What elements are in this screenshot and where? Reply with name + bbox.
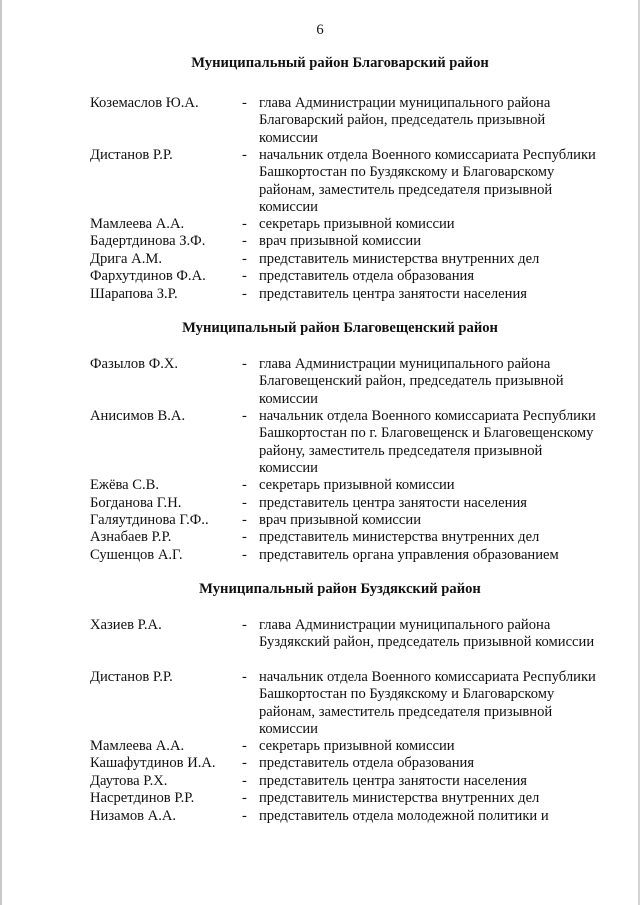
- member-name: Дрига А.М.: [90, 251, 162, 267]
- member-role: представитель центра занятости населения: [259, 773, 527, 789]
- section-heading-blagoveshchensky: Муниципальный район Благовещенский район: [182, 320, 498, 336]
- member-name: Ежёва С.В.: [90, 477, 160, 493]
- member-name: Анисимов В.А.: [90, 408, 186, 424]
- member-role: представитель министерства внутренних дел: [259, 529, 540, 545]
- member-dash: -: [242, 495, 247, 511]
- member-dash: -: [242, 286, 247, 302]
- member-name: Хазиев Р.А.: [90, 617, 162, 633]
- member-name: Мамлеева А.А.: [90, 216, 185, 232]
- member-role: представитель министерства внутренних дел: [259, 790, 540, 806]
- member-role: начальник отдела Военного комиссариата Республики Башкортостан по г. Благовещенск и Благовещенскому району, заместитель председателя призывной комиссии: [259, 408, 596, 476]
- member-name: Богданова Г.Н.: [90, 495, 182, 511]
- member-name: Мамлеева А.А.: [90, 738, 185, 754]
- member-role: представитель отдела образования: [259, 755, 475, 771]
- member-dash: -: [242, 808, 247, 824]
- member-role: глава Администрации муниципального района Благовещенский район, председатель призывной комиссии: [259, 356, 564, 407]
- member-name: Бадертдинова З.Ф.: [90, 233, 206, 249]
- member-name: Насретдинов Р.Р.: [90, 790, 195, 806]
- member-dash: -: [242, 512, 247, 528]
- member-role: врач призывной комиссии: [259, 512, 421, 528]
- member-dash: -: [242, 95, 247, 111]
- member-dash: -: [242, 216, 247, 232]
- member-role: представитель отдела молодежной политики и: [259, 808, 549, 824]
- member-dash: -: [242, 547, 247, 563]
- member-role: начальник отдела Военного комиссариата Республики Башкортостан по Буздякскому и Благоварскому районам, заместитель председателя призывной комиссии: [259, 669, 596, 737]
- member-name: Дистанов Р.Р.: [90, 147, 173, 163]
- member-dash: -: [242, 356, 247, 372]
- member-role: представитель министерства внутренних дел: [259, 251, 540, 267]
- member-role: представитель центра занятости населения: [259, 495, 527, 511]
- member-name: Азнабаев Р.Р.: [90, 529, 172, 545]
- member-role: представитель органа управления образованием: [259, 547, 559, 563]
- member-dash: -: [242, 773, 247, 789]
- member-name: Коземаслов Ю.А.: [90, 95, 199, 111]
- member-name: Дистанов Р.Р.: [90, 669, 173, 685]
- member-dash: -: [242, 755, 247, 771]
- member-name: Кашафутдинов И.А.: [90, 755, 216, 771]
- section-heading-buzdyaksky: Муниципальный район Буздякский район: [199, 581, 481, 597]
- member-role: представитель центра занятости населения: [259, 286, 527, 302]
- member-name: Низамов А.А.: [90, 808, 177, 824]
- member-role: врач призывной комиссии: [259, 233, 421, 249]
- member-role: глава Администрации муниципального района Буздякский район, председатель призывной комиссии: [259, 617, 595, 651]
- member-role: секретарь призывной комиссии: [259, 738, 455, 754]
- member-name: Фархутдинов Ф.А.: [90, 268, 206, 284]
- member-role: глава Администрации муниципального района Благоварский район, председатель призывной комиссии: [259, 95, 551, 146]
- member-name: Сушенцов А.Г.: [90, 547, 183, 563]
- section-heading-blagovarsky: Муниципальный район Благоварский район: [191, 55, 489, 71]
- member-dash: -: [242, 738, 247, 754]
- member-dash: -: [242, 477, 247, 493]
- member-name: Шарапова З.Р.: [90, 286, 178, 302]
- member-role: секретарь призывной комиссии: [259, 477, 455, 493]
- member-dash: -: [242, 529, 247, 545]
- member-role: начальник отдела Военного комиссариата Республики Башкортостан по Буздякскому и Благоварскому районам, заместитель председателя призывной комиссии: [259, 147, 596, 215]
- member-name: Галяутдинова Г.Ф..: [90, 512, 209, 528]
- member-name: Даутова Р.Х.: [90, 773, 168, 789]
- member-dash: -: [242, 233, 247, 249]
- member-dash: -: [242, 251, 247, 267]
- member-dash: -: [242, 147, 247, 163]
- member-role: представитель отдела образования: [259, 268, 475, 284]
- scan-edge-left: [0, 0, 2, 905]
- member-role: секретарь призывной комиссии: [259, 216, 455, 232]
- member-dash: -: [242, 669, 247, 685]
- member-dash: -: [242, 790, 247, 806]
- page-number: 6: [316, 22, 324, 38]
- member-dash: -: [242, 408, 247, 424]
- member-dash: -: [242, 268, 247, 284]
- member-dash: -: [242, 617, 247, 633]
- member-name: Фазылов Ф.Х.: [90, 356, 179, 372]
